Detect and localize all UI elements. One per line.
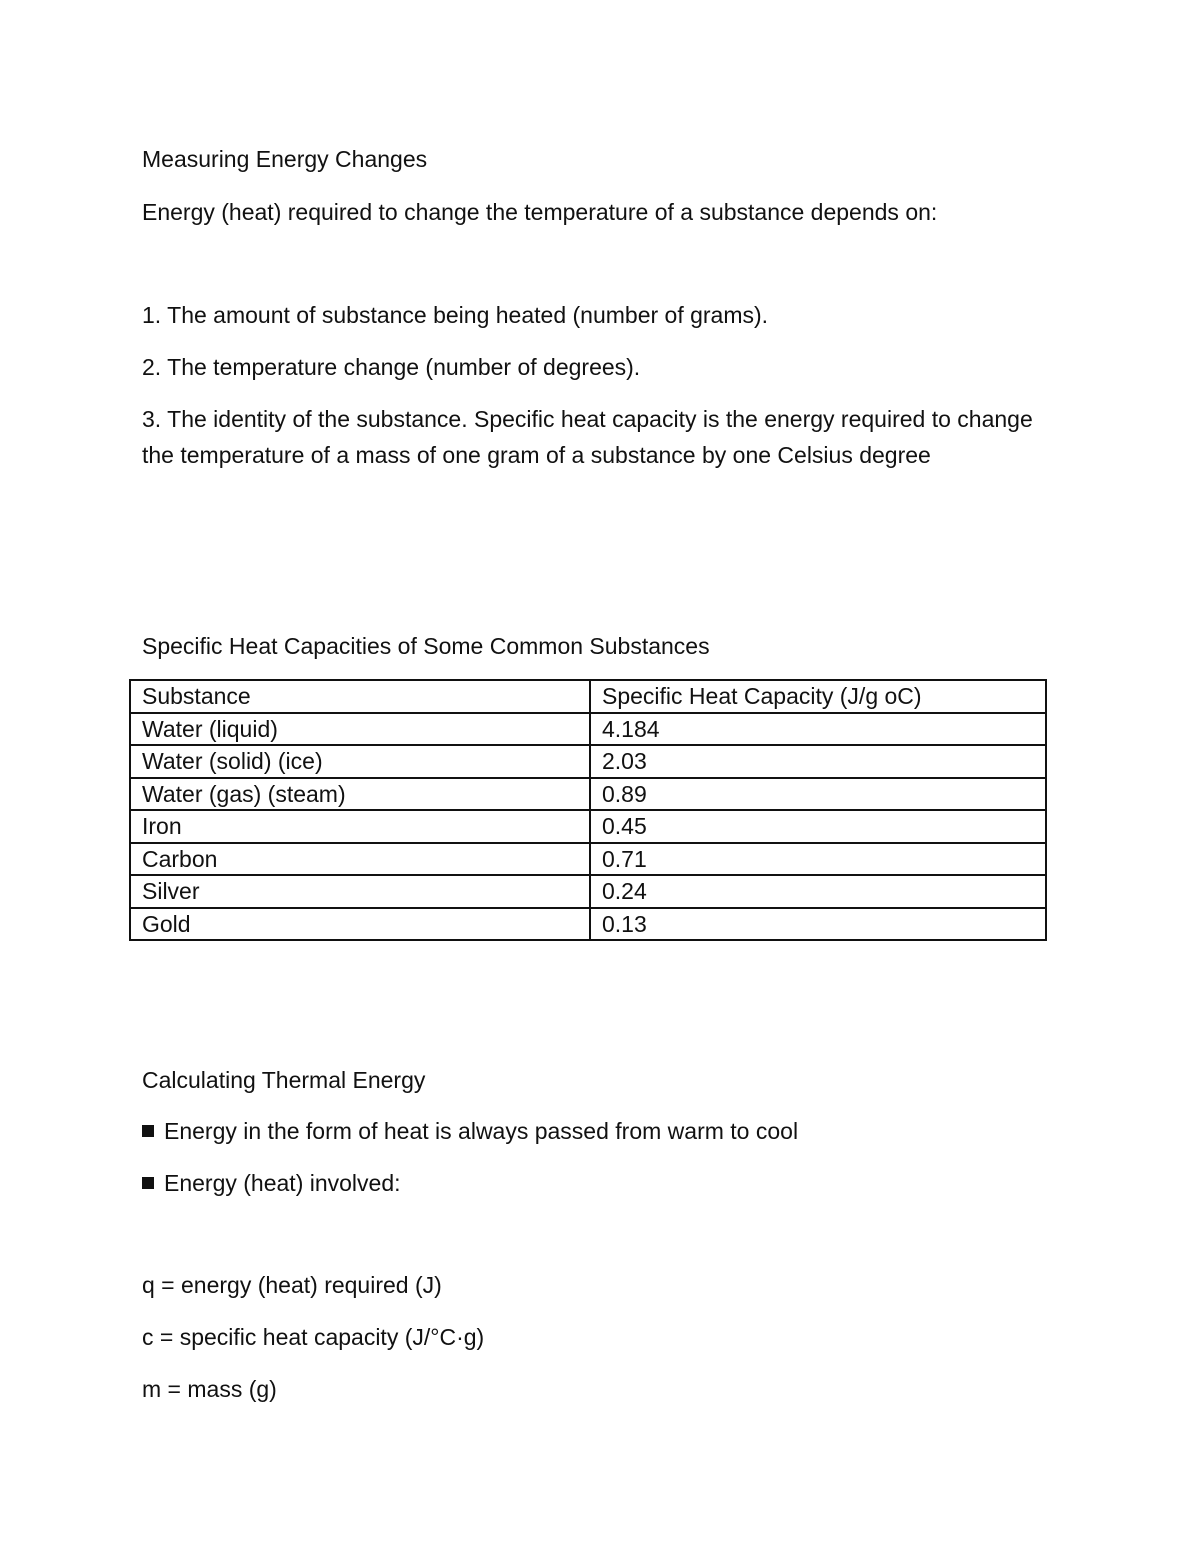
column-header-capacity: Specific Heat Capacity (J/g oC): [590, 680, 1046, 713]
capacity-cell: 4.184: [590, 713, 1046, 746]
substance-cell: Water (liquid): [130, 713, 590, 746]
bullet-text: Energy (heat) involved:: [164, 1170, 401, 1196]
table-header-row: [130, 680, 1046, 713]
substance-cell: Iron: [130, 810, 590, 843]
bullet-item: [142, 1114, 798, 1149]
table-row: [130, 875, 1046, 908]
capacity-cell: 0.71: [590, 843, 1046, 876]
substance-cell: Water (solid) (ice): [130, 745, 590, 778]
table-row: [130, 713, 1046, 746]
definition-m: m = mass (g): [142, 1376, 277, 1402]
capacity-cell: 0.45: [590, 810, 1046, 843]
capacity-cell: 2.03: [590, 745, 1046, 778]
page-title: Measuring Energy Changes: [142, 146, 428, 172]
factor-item-3: 3. The identity of the substance. Specific heat capacity is the energy required to change the temperature of a mass of one gram of a substance by one Celsius degree: [142, 406, 1033, 468]
table-row: [130, 778, 1046, 811]
substance-cell: Silver: [130, 875, 590, 908]
substance-cell: Gold: [130, 908, 590, 941]
capacity-cell: 0.89: [590, 778, 1046, 811]
table-row: [130, 908, 1046, 941]
table-row: [130, 745, 1046, 778]
bullet-text: Energy in the form of heat is always passed from warm to cool: [164, 1118, 799, 1144]
intro-text: Energy (heat) required to change the temperature of a substance depends on:: [142, 199, 938, 225]
capacity-cell: 0.24: [590, 875, 1046, 908]
factor-item-2: 2. The temperature change (number of degrees).: [142, 354, 641, 380]
section-heading-thermal: Calculating Thermal Energy: [142, 1067, 426, 1093]
table-row: [130, 843, 1046, 876]
square-bullet-icon: [142, 1177, 154, 1189]
substance-cell: Carbon: [130, 843, 590, 876]
capacity-cell: 0.13: [590, 908, 1046, 941]
column-header-substance: Substance: [130, 680, 590, 713]
definition-c: c = specific heat capacity (J/°C·g): [142, 1324, 485, 1350]
table-caption: Specific Heat Capacities of Some Common Substances: [142, 633, 710, 659]
table-row: [130, 810, 1046, 843]
square-bullet-icon: [142, 1125, 154, 1137]
substance-cell: Water (gas) (steam): [130, 778, 590, 811]
bullet-item: [142, 1166, 401, 1201]
definition-q: q = energy (heat) required (J): [142, 1272, 442, 1298]
specific-heat-table: [129, 679, 1047, 941]
factor-item-1: 1. The amount of substance being heated (number of grams).: [142, 302, 769, 328]
